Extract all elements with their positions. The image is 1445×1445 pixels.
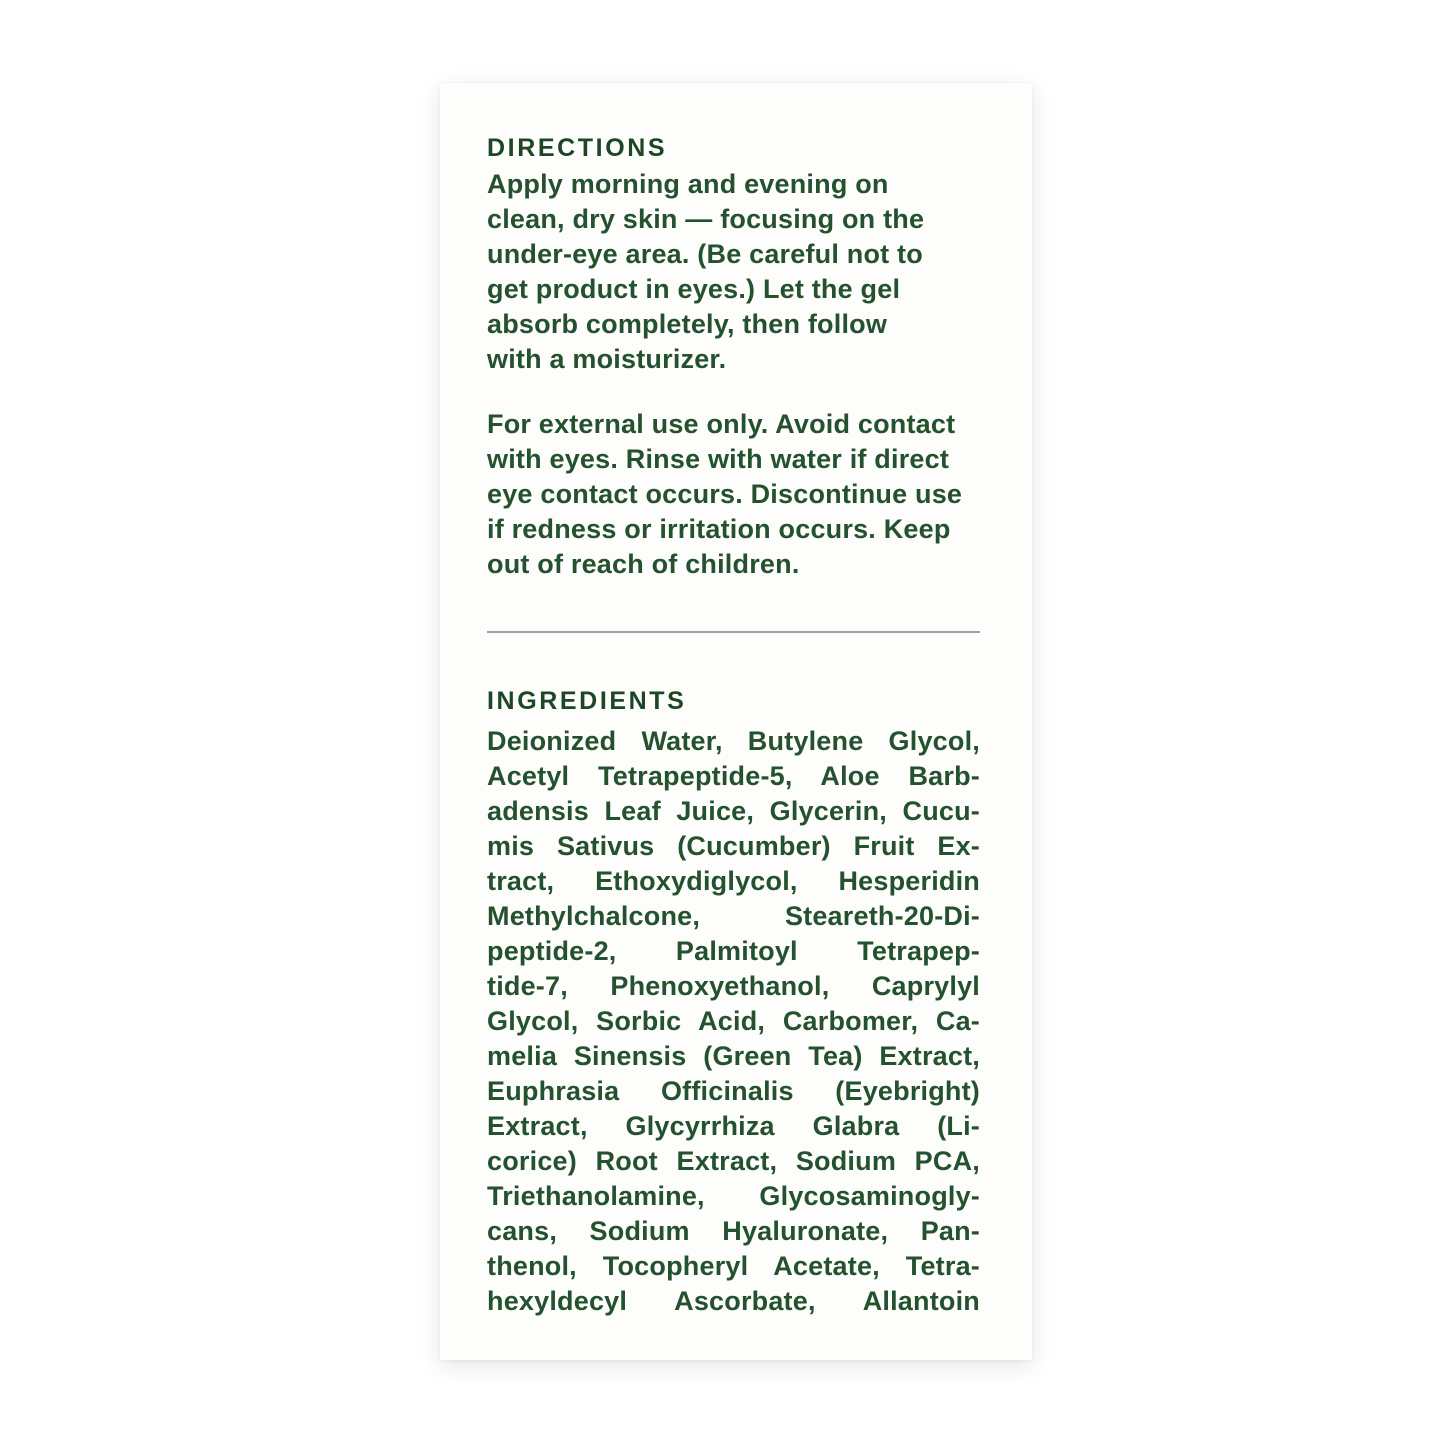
ingredients-line: Deionized Water, Butylene Glycol, — [487, 726, 980, 756]
directions-line: eye contact occurs. Discontinue use — [487, 479, 963, 509]
ingredients-line: thenol, Tocopheryl Acetate, Tetra- — [487, 1251, 980, 1281]
ingredients-heading: INGREDIENTS — [487, 687, 687, 715]
directions-line: get product in eyes.) Let the gel — [487, 274, 901, 304]
directions-line: absorb completely, then follow — [487, 309, 888, 339]
directions-line: under-eye area. (Be careful not to — [487, 239, 923, 269]
ingredients-line: Extract, Glycyrrhiza Glabra (Li- — [487, 1111, 980, 1141]
directions-line: with eyes. Rinse with water if direct — [487, 444, 950, 474]
ingredients-line: melia Sinensis (Green Tea) Extract, — [487, 1041, 980, 1071]
ingredients-line: hexyldecyl Ascorbate, Allantoin — [487, 1286, 980, 1316]
ingredients-line: Euphrasia Officinalis (Eyebright) — [487, 1076, 980, 1106]
ingredients-line: tide-7, Phenoxyethanol, Caprylyl — [487, 971, 980, 1001]
ingredients-line: mis Sativus (Cucumber) Fruit Ex- — [487, 831, 980, 861]
directions-line: clean, dry skin — focusing on the — [487, 204, 925, 234]
section-divider — [487, 631, 980, 633]
ingredients-line: cans, Sodium Hyaluronate, Pan- — [487, 1216, 980, 1246]
ingredients-line: Acetyl Tetrapeptide-5, Aloe Barb- — [487, 761, 980, 791]
directions-line: Apply morning and evening on — [487, 169, 889, 199]
directions-heading: DIRECTIONS — [487, 134, 668, 162]
ingredients-line: Triethanolamine, Glycosaminogly- — [487, 1181, 980, 1211]
ingredients-paragraph — [487, 724, 980, 1319]
directions-line: For external use only. Avoid contact — [487, 409, 956, 439]
ingredients-line: peptide-2, Palmitoyl Tetrapep- — [487, 936, 980, 966]
product-label-card — [440, 83, 1032, 1360]
directions-line: out of reach of children. — [487, 549, 800, 579]
directions-line: with a moisturizer. — [487, 344, 727, 374]
ingredients-line: corice) Root Extract, Sodium PCA, — [487, 1146, 980, 1176]
directions-line: if redness or irritation occurs. Keep — [487, 514, 951, 544]
ingredients-line: tract, Ethoxydiglycol, Hesperidin — [487, 866, 980, 896]
ingredients-line: Methylchalcone, Steareth-20-Di- — [487, 901, 980, 931]
ingredients-line: adensis Leaf Juice, Glycerin, Cucu- — [487, 796, 980, 826]
ingredients-line: Glycol, Sorbic Acid, Carbomer, Ca- — [487, 1006, 980, 1036]
directions-paragraph-2 — [487, 407, 980, 582]
directions-paragraph-1 — [487, 167, 980, 377]
